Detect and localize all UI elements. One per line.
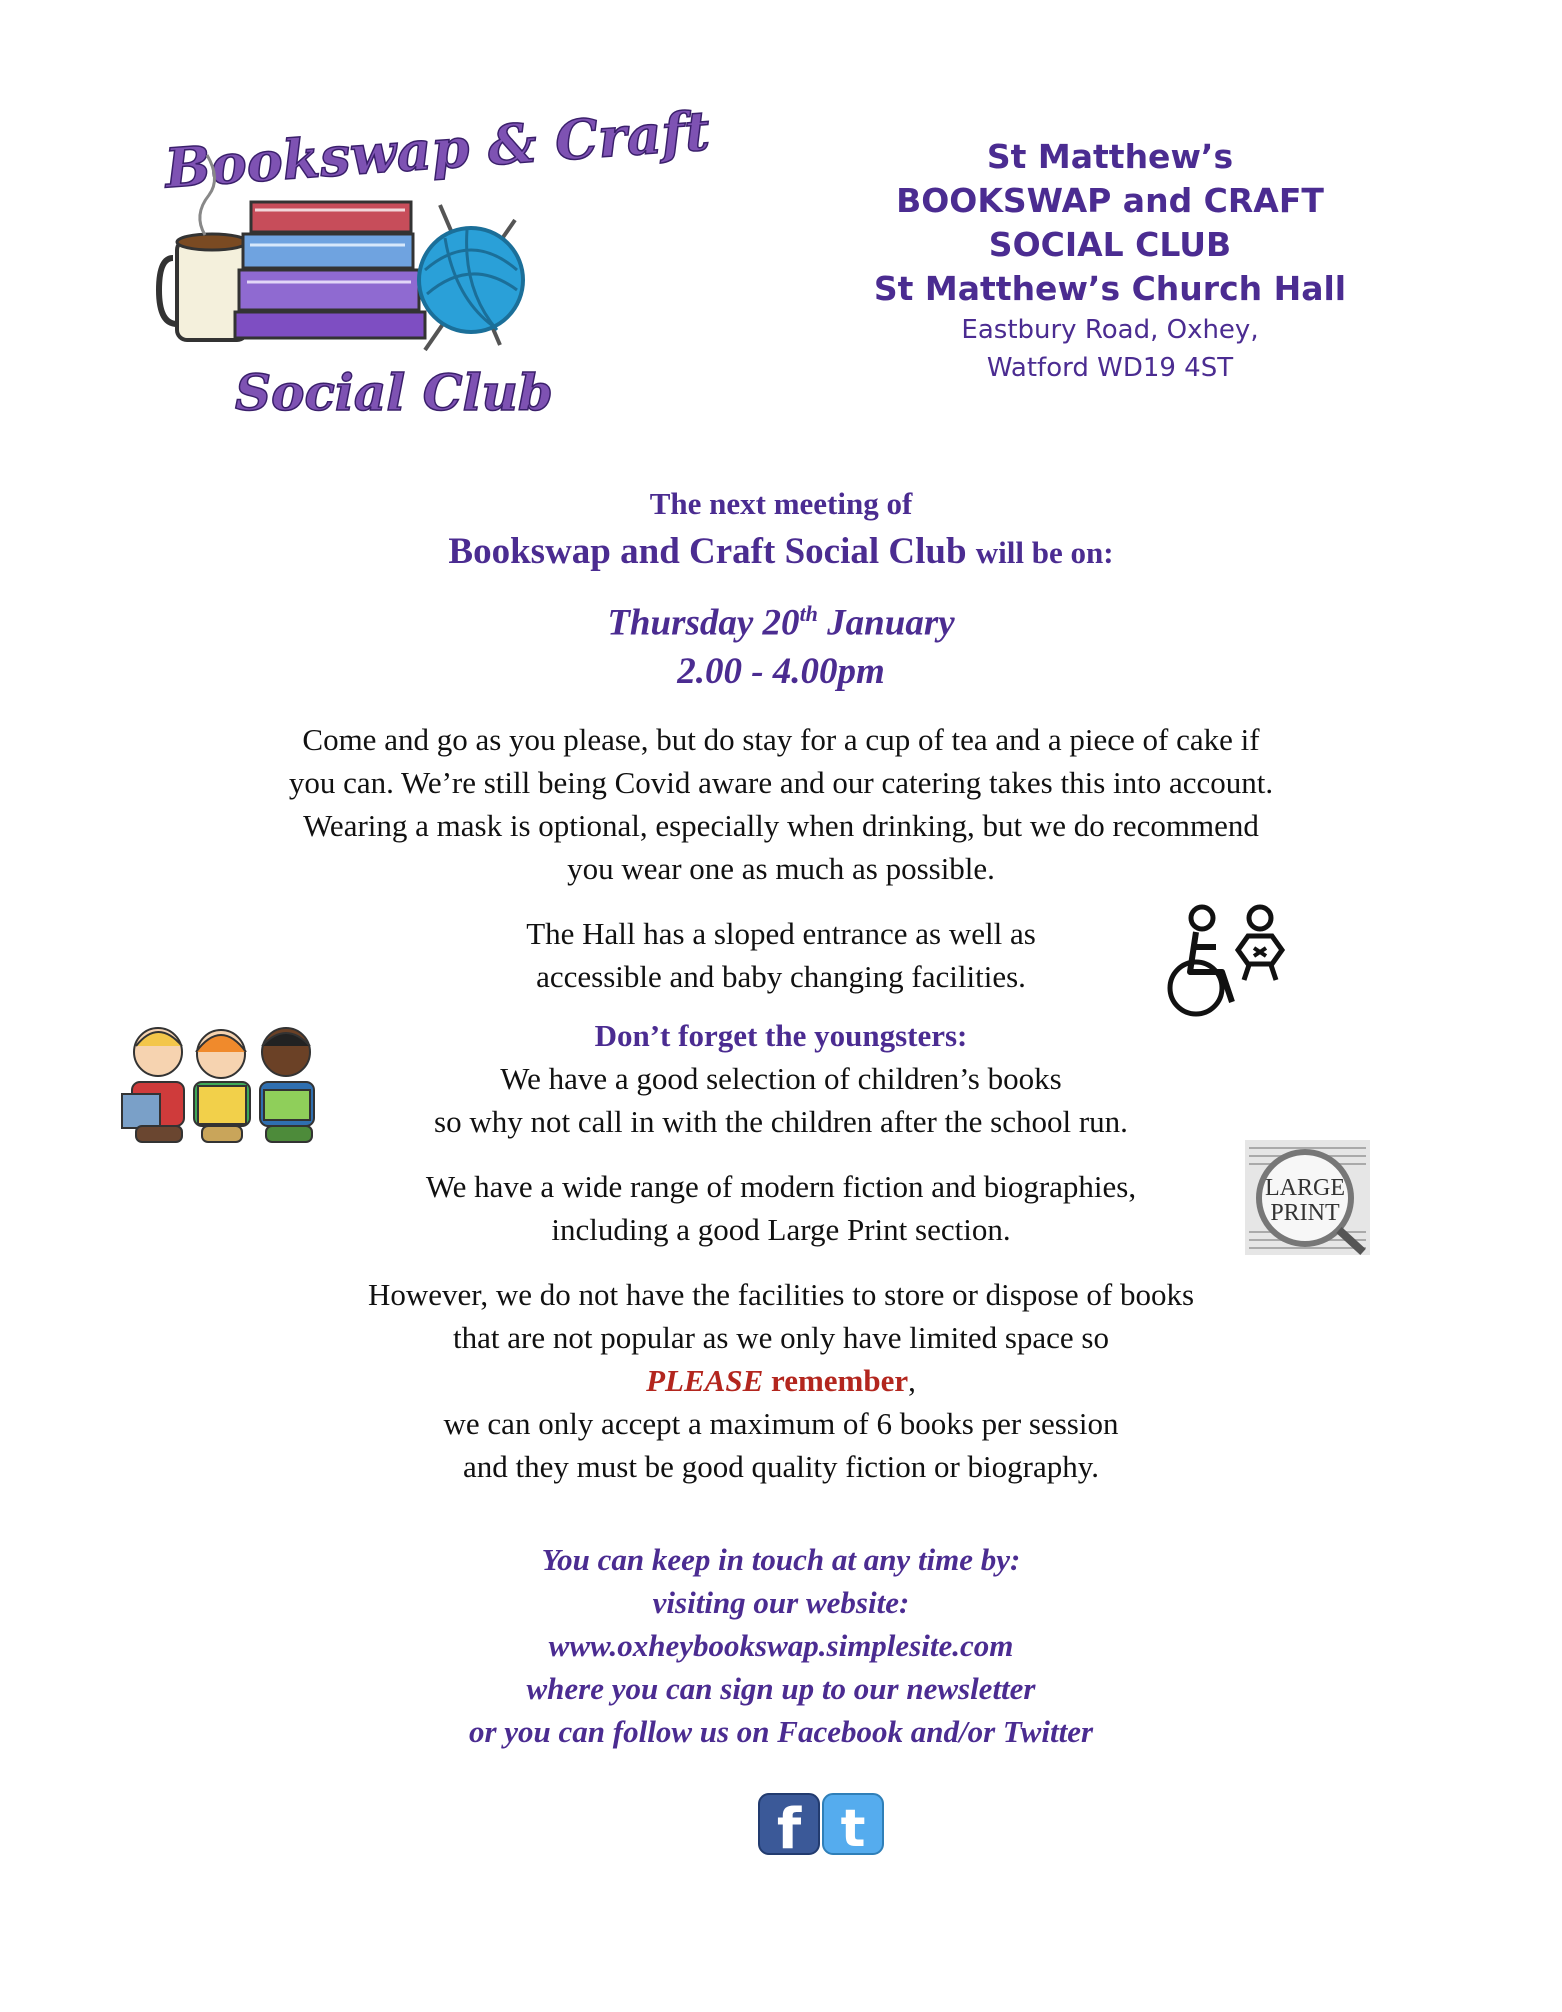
facebook-icon[interactable] [759, 1794, 819, 1862]
logo-title: Bookswap & Craft [162, 98, 712, 201]
header-address: Eastbury Road, Oxhey, [961, 315, 1259, 345]
twitter-icon[interactable] [823, 1794, 883, 1859]
club-name: Bookswap and Craft Social Club [448, 531, 967, 572]
svg-text:t: t [840, 1799, 866, 1859]
books-stack-icon [235, 202, 425, 338]
please-remember: PLEASE remember, [646, 1363, 916, 1399]
header-address: Watford WD19 4ST [986, 353, 1234, 383]
website-link[interactable]: www.oxheybookswap.simplesite.com [548, 1628, 1014, 1664]
meeting-time: 2.00 - 4.00pm [677, 651, 885, 693]
club-logo [155, 98, 712, 430]
covid-paragraph: Come and go as you please, but do stay for a cup of tea and a piece of cake if you can. We’re still being Covid aware and our catering takes this into account. Wearing a mask is optional, especially when drinking, but we do recommend you wear one as much as possible. [288, 722, 1274, 887]
header-line: St Matthew’s [986, 137, 1234, 176]
will-be-on: will be on: [975, 535, 1114, 570]
header-line: St Matthew’s Church Hall [873, 269, 1347, 308]
access-paragraph: The Hall has a sloped entrance as well as accessible and baby changing facilities. [526, 916, 1036, 995]
contact-section: You can keep in touch at any time by: visiting our website: www.oxheybookswap.simplesite.com where you can sign up to our newsletter or you can follow us on Facebook and/or Twitter [100, 1538, 1462, 1753]
large-print-line2: PRINT [1270, 1200, 1340, 1226]
youngsters-heading: Don’t forget the youngsters: [594, 1018, 968, 1054]
meeting-date: Thursday 20th January [607, 601, 955, 644]
limits-paragraph: However, we do not have the facilities to store or dispose of books that are not popular as we only have limited space so PLEASE remember, we can only accept a maximum of 6 books per session and they must be good quality fiction or biography. [100, 1273, 1462, 1488]
venue-header [830, 135, 1390, 387]
children-reading-icon [118, 1012, 328, 1162]
logo-subtitle: Social Club [235, 363, 553, 422]
fiction-paragraph: We have a wide range of modern fiction and biographies, including a good Large Print section. [425, 1169, 1137, 1248]
large-print-line1: LARGE [1265, 1175, 1345, 1201]
header-line: SOCIAL CLUB [988, 225, 1232, 264]
svg-text:f: f [776, 1797, 802, 1862]
social-icons [757, 1792, 887, 1862]
youngsters-section: Don’t forget the youngsters: We have a good selection of children’s books so why not call in with the children after the school run. [100, 1014, 1462, 1143]
large-print-icon [1245, 1140, 1370, 1255]
yarn-ball-icon [419, 205, 523, 350]
header-line: BOOKSWAP and CRAFT [896, 181, 1324, 220]
wheelchair-and-baby-icon [1160, 902, 1300, 1022]
meeting-intro: The next meeting of [649, 486, 913, 521]
meeting-club-line [100, 528, 1462, 577]
